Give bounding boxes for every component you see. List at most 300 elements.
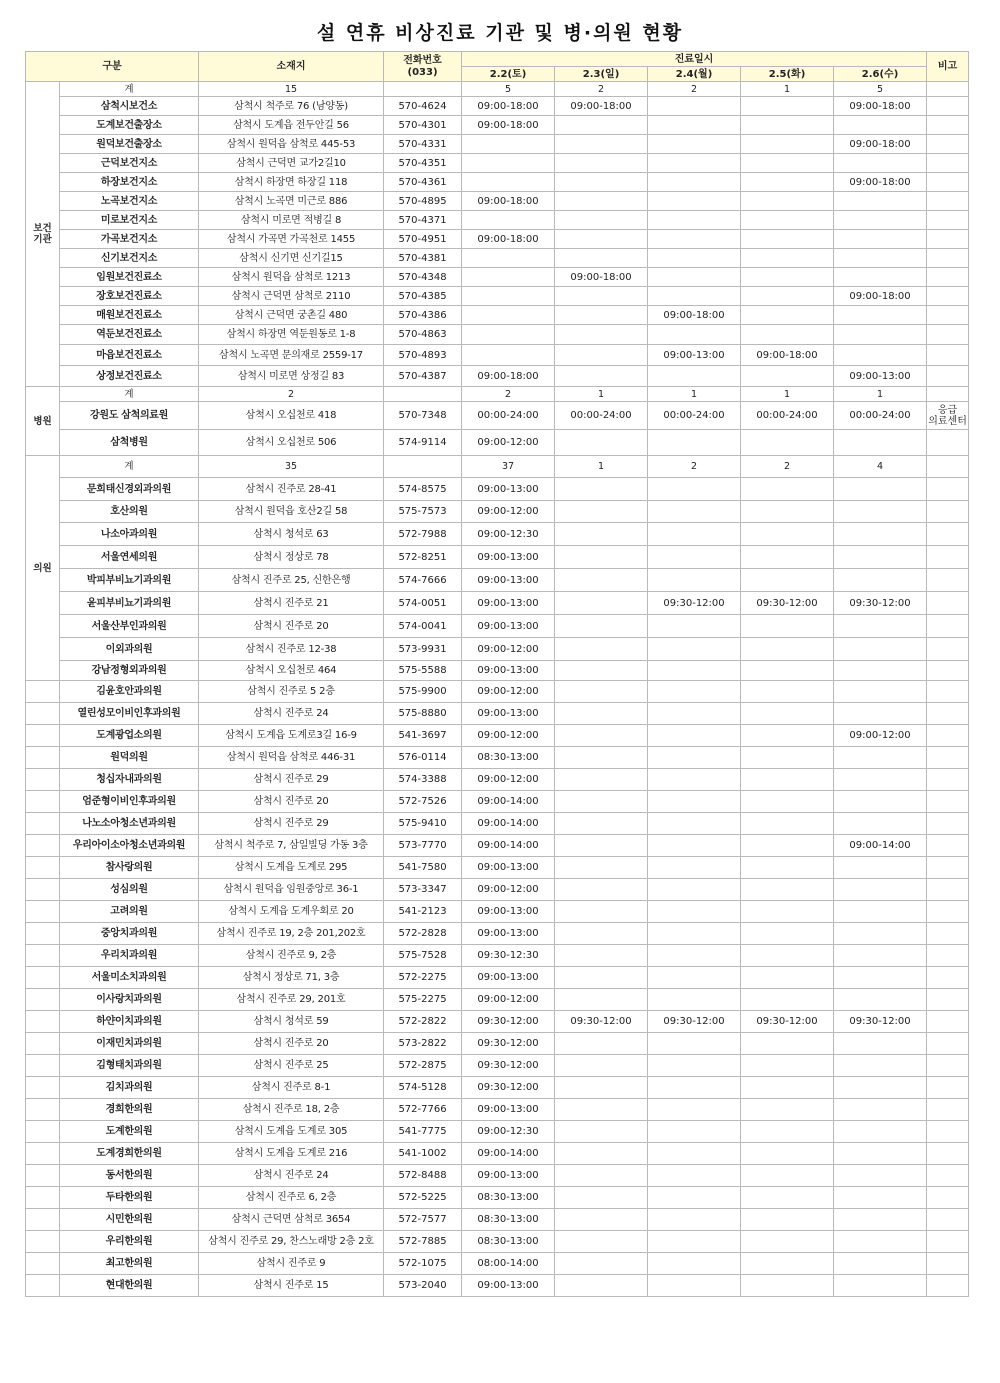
hours-cell: [555, 1231, 648, 1253]
facility-name: 호산의원: [60, 501, 199, 523]
hours-cell: [555, 501, 648, 523]
hours-cell: [741, 747, 834, 769]
note-cell: [927, 1231, 969, 1253]
table-row: [26, 1209, 969, 1231]
table-row: [26, 192, 969, 211]
hours-cell: [462, 135, 555, 154]
facility-phone: 541-2123: [384, 901, 462, 923]
hours-cell: 09:00-12:00: [462, 769, 555, 791]
category-empty: [26, 703, 60, 725]
summary-day-count: 1: [741, 387, 834, 402]
hours-cell: [741, 638, 834, 661]
note-cell: [927, 1055, 969, 1077]
hours-cell: [834, 1165, 927, 1187]
facility-phone: 541-3697: [384, 725, 462, 747]
category-empty: [26, 1209, 60, 1231]
hours-cell: [648, 154, 741, 173]
facility-phone: 576-0114: [384, 747, 462, 769]
hours-cell: 09:30-12:00: [741, 592, 834, 615]
hours-cell: [462, 154, 555, 173]
category-empty: [26, 725, 60, 747]
hours-cell: 09:30-12:00: [648, 592, 741, 615]
note-cell: [927, 1077, 969, 1099]
facility-phone: 572-7885: [384, 1231, 462, 1253]
hours-cell: [648, 1231, 741, 1253]
hours-cell: [555, 430, 648, 456]
table-row: [26, 901, 969, 923]
hours-cell: [555, 592, 648, 615]
emergency-clinic-table: [25, 51, 969, 1297]
note-cell: [927, 211, 969, 230]
facility-name: 매원보건진료소: [60, 306, 199, 325]
hours-cell: 09:00-13:00: [462, 661, 555, 681]
note-line: 의료센터: [928, 415, 967, 427]
header-phone-code: (033): [407, 66, 438, 78]
hours-cell: [741, 791, 834, 813]
table-body: [26, 82, 969, 1297]
hours-cell: [834, 923, 927, 945]
hours-cell: [834, 1187, 927, 1209]
hours-cell: [555, 1143, 648, 1165]
table-row: [26, 1275, 969, 1297]
hours-cell: [555, 681, 648, 703]
table-row: [26, 268, 969, 287]
table-row: [26, 638, 969, 661]
hours-cell: [555, 1253, 648, 1275]
hours-cell: 09:00-18:00: [555, 268, 648, 287]
hours-cell: [555, 989, 648, 1011]
note-cell: [927, 97, 969, 116]
category-empty: [26, 813, 60, 835]
hours-cell: [648, 97, 741, 116]
hours-cell: [648, 1209, 741, 1231]
facility-phone: 570-4301: [384, 116, 462, 135]
facility-name: 임원보건진료소: [60, 268, 199, 287]
table-row: [26, 430, 969, 456]
hours-cell: [555, 725, 648, 747]
facility-name: 상정보건진료소: [60, 366, 199, 387]
category-label: 의원: [26, 456, 60, 681]
facility-address: 삼척시 진주로 28-41: [199, 478, 384, 501]
summary-day-count: 5: [462, 82, 555, 97]
note-cell: [927, 1033, 969, 1055]
hours-cell: [648, 478, 741, 501]
note-cell: [927, 154, 969, 173]
hours-cell: [834, 879, 927, 901]
facility-phone: 575-9410: [384, 813, 462, 835]
facility-name: 마읍보건진료소: [60, 345, 199, 366]
hours-cell: 09:30-12:00: [462, 1055, 555, 1077]
hours-cell: [648, 791, 741, 813]
facility-address: 삼척시 원덕읍 삼척로 446-31: [199, 747, 384, 769]
hours-cell: [555, 747, 648, 769]
note-cell: [927, 1165, 969, 1187]
summary-label: 계: [60, 456, 199, 478]
hours-cell: [834, 989, 927, 1011]
facility-address: 삼척시 진주로 29: [199, 769, 384, 791]
hours-cell: 09:00-14:00: [462, 1143, 555, 1165]
table-row: [26, 592, 969, 615]
facility-address: 삼척시 근덕면 삼척로 2110: [199, 287, 384, 306]
hours-cell: [555, 211, 648, 230]
hours-cell: [741, 1187, 834, 1209]
summary-day-count: 1: [648, 387, 741, 402]
table-row: [26, 1033, 969, 1055]
hours-cell: [648, 501, 741, 523]
hours-cell: [648, 1275, 741, 1297]
summary-day-count: 5: [834, 82, 927, 97]
summary-label: 계: [60, 82, 199, 97]
hours-cell: [834, 1209, 927, 1231]
table-row: [26, 1121, 969, 1143]
hours-cell: 09:00-13:00: [462, 967, 555, 989]
hours-cell: [648, 116, 741, 135]
hours-cell: [555, 1275, 648, 1297]
hours-cell: [555, 1187, 648, 1209]
facility-address: 삼척시 미로면 상정길 83: [199, 366, 384, 387]
facility-phone: 572-7577: [384, 1209, 462, 1231]
summary-day-count: 2: [462, 387, 555, 402]
table-row: [26, 135, 969, 154]
summary-phone-empty: [384, 456, 462, 478]
hours-cell: [555, 192, 648, 211]
hours-cell: 09:00-13:00: [462, 857, 555, 879]
facility-phone: 575-9900: [384, 681, 462, 703]
facility-address: 삼척시 하장면 역둔원동로 1-8: [199, 325, 384, 345]
hours-cell: [741, 835, 834, 857]
hours-cell: [834, 211, 927, 230]
hours-cell: 09:00-13:00: [462, 592, 555, 615]
hours-cell: [741, 325, 834, 345]
hours-cell: [834, 546, 927, 569]
table-row: [26, 249, 969, 268]
hours-cell: [648, 325, 741, 345]
facility-address: 삼척시 원덕읍 임원중앙로 36-1: [199, 879, 384, 901]
hours-cell: [741, 1165, 834, 1187]
facility-name: 이외과의원: [60, 638, 199, 661]
category-empty: [26, 1033, 60, 1055]
facility-address: 삼척시 척주로 7, 삼일빌딩 가동 3층: [199, 835, 384, 857]
facility-name: 삼척병원: [60, 430, 199, 456]
hours-cell: [555, 1033, 648, 1055]
hours-cell: [834, 306, 927, 325]
hours-cell: [555, 1077, 648, 1099]
hours-cell: [834, 769, 927, 791]
summary-day-count: 2: [648, 82, 741, 97]
hours-cell: [834, 857, 927, 879]
hours-cell: [648, 135, 741, 154]
facility-name: 도계한의원: [60, 1121, 199, 1143]
note-cell: [927, 1011, 969, 1033]
header-phone-label: 전화번호: [403, 54, 442, 66]
note-cell: [927, 592, 969, 615]
facility-phone: 572-7526: [384, 791, 462, 813]
hours-cell: [648, 747, 741, 769]
hours-cell: [834, 569, 927, 592]
note-cell: [927, 249, 969, 268]
hours-cell: [462, 173, 555, 192]
hours-cell: 09:00-14:00: [834, 835, 927, 857]
facility-address: 삼척시 도계읍 도계로 295: [199, 857, 384, 879]
hours-cell: [555, 154, 648, 173]
facility-name: 동서한의원: [60, 1165, 199, 1187]
table-row: [26, 703, 969, 725]
facility-name: 미로보건지소: [60, 211, 199, 230]
facility-name: 장호보건진료소: [60, 287, 199, 306]
facility-address: 삼척시 진주로 19, 2층 201,202호: [199, 923, 384, 945]
hours-cell: [834, 268, 927, 287]
facility-phone: 573-7770: [384, 835, 462, 857]
hours-cell: [834, 1033, 927, 1055]
hours-cell: [741, 135, 834, 154]
facility-name: 김형태치과의원: [60, 1055, 199, 1077]
hours-cell: [834, 154, 927, 173]
hours-cell: [741, 945, 834, 967]
facility-phone: 570-4331: [384, 135, 462, 154]
facility-phone: 570-4951: [384, 230, 462, 249]
facility-name: 근덕보건지소: [60, 154, 199, 173]
facility-address: 삼척시 원덕읍 호산2길 58: [199, 501, 384, 523]
facility-phone: 572-2275: [384, 967, 462, 989]
hours-cell: 09:00-14:00: [462, 813, 555, 835]
facility-name: 하장보건지소: [60, 173, 199, 192]
hours-cell: 09:00-12:00: [462, 501, 555, 523]
facility-phone: 575-7528: [384, 945, 462, 967]
hours-cell: [741, 546, 834, 569]
note-cell: [927, 813, 969, 835]
hours-cell: [834, 1077, 927, 1099]
category-empty: [26, 879, 60, 901]
facility-address: 삼척시 청석로 63: [199, 523, 384, 546]
facility-phone: 574-5128: [384, 1077, 462, 1099]
category-empty: [26, 901, 60, 923]
facility-address: 삼척시 근덕면 교가2길10: [199, 154, 384, 173]
hours-cell: [834, 325, 927, 345]
hours-cell: [555, 523, 648, 546]
facility-name: 원덕의원: [60, 747, 199, 769]
table-row: [26, 1231, 969, 1253]
facility-address: 삼척시 도계읍 전두안길 56: [199, 116, 384, 135]
facility-name: 윤피부비뇨기과의원: [60, 592, 199, 615]
hours-cell: [648, 901, 741, 923]
table-row: [26, 615, 969, 638]
table-row: [26, 1187, 969, 1209]
note-cell: [927, 1209, 969, 1231]
category-empty: [26, 1231, 60, 1253]
table-row: [26, 835, 969, 857]
header-date-holiday: 2.5(화): [741, 67, 834, 82]
hours-cell: [741, 249, 834, 268]
hours-cell: [648, 366, 741, 387]
category-empty: [26, 1055, 60, 1077]
hours-cell: [555, 325, 648, 345]
table-row: [26, 923, 969, 945]
note-cell: [927, 116, 969, 135]
hours-cell: 09:00-18:00: [834, 173, 927, 192]
hours-cell: 09:00-18:00: [462, 192, 555, 211]
facility-phone: 572-2822: [384, 1011, 462, 1033]
table-row: [26, 325, 969, 345]
facility-name: 고려의원: [60, 901, 199, 923]
facility-address: 삼척시 진주로 18, 2층: [199, 1099, 384, 1121]
hours-cell: [555, 857, 648, 879]
table-row: [26, 478, 969, 501]
facility-name: 최고한의원: [60, 1253, 199, 1275]
category-empty: [26, 945, 60, 967]
hours-cell: [648, 546, 741, 569]
hours-cell: [741, 879, 834, 901]
hours-cell: [555, 1121, 648, 1143]
hours-cell: [555, 835, 648, 857]
table-row: [26, 306, 969, 325]
facility-address: 삼척시 오십천로 506: [199, 430, 384, 456]
hours-cell: 00:00-24:00: [648, 402, 741, 430]
table-row: [26, 211, 969, 230]
note-cell: [927, 835, 969, 857]
hours-cell: 09:00-18:00: [834, 135, 927, 154]
hours-cell: [741, 523, 834, 546]
hours-cell: [555, 945, 648, 967]
hours-cell: [741, 173, 834, 192]
hours-cell: [741, 287, 834, 306]
header-date: 2.2(토): [462, 67, 555, 82]
hours-cell: [648, 923, 741, 945]
header-date: 2.4(월): [648, 67, 741, 82]
hours-cell: [648, 857, 741, 879]
hours-cell: [741, 989, 834, 1011]
hours-cell: [741, 703, 834, 725]
facility-phone: 575-8880: [384, 703, 462, 725]
hours-cell: [555, 638, 648, 661]
header-schedule: 진료일시: [462, 52, 927, 67]
hours-cell: 00:00-24:00: [834, 402, 927, 430]
hours-cell: [648, 615, 741, 638]
summary-phone-empty: [384, 82, 462, 97]
hours-cell: [648, 523, 741, 546]
facility-phone: 541-7580: [384, 857, 462, 879]
table-row: [26, 967, 969, 989]
note-cell: [927, 546, 969, 569]
note-cell: [927, 1099, 969, 1121]
hours-cell: [648, 967, 741, 989]
hours-cell: [555, 769, 648, 791]
note-cell: [927, 681, 969, 703]
hours-cell: [648, 813, 741, 835]
facility-phone: 574-3388: [384, 769, 462, 791]
hours-cell: 09:00-13:00: [462, 703, 555, 725]
category-empty: [26, 1121, 60, 1143]
header-address: 소재지: [199, 52, 384, 82]
summary-day-count: 1: [555, 456, 648, 478]
facility-phone: 572-2828: [384, 923, 462, 945]
note-cell: [927, 638, 969, 661]
hours-cell: [648, 249, 741, 268]
table-row: [26, 366, 969, 387]
facility-phone: 574-9114: [384, 430, 462, 456]
facility-phone: 573-2040: [384, 1275, 462, 1297]
category-empty: [26, 747, 60, 769]
hours-cell: [741, 923, 834, 945]
facility-address: 삼척시 도계읍 도계로 216: [199, 1143, 384, 1165]
facility-address: 삼척시 신기면 신기길15: [199, 249, 384, 268]
facility-phone: 573-3347: [384, 879, 462, 901]
facility-phone: 570-7348: [384, 402, 462, 430]
category-empty: [26, 1077, 60, 1099]
facility-phone: 572-7766: [384, 1099, 462, 1121]
hours-cell: 09:30-12:00: [834, 1011, 927, 1033]
hours-cell: [648, 268, 741, 287]
hours-cell: [741, 211, 834, 230]
table-row: [26, 1099, 969, 1121]
hours-cell: [741, 1275, 834, 1297]
hours-cell: [741, 615, 834, 638]
table-row: [26, 1165, 969, 1187]
hours-cell: [555, 306, 648, 325]
hours-cell: [648, 173, 741, 192]
hours-cell: [834, 747, 927, 769]
hours-cell: [555, 345, 648, 366]
hours-cell: [648, 1143, 741, 1165]
facility-phone: 572-5225: [384, 1187, 462, 1209]
hours-cell: [555, 287, 648, 306]
hours-cell: 09:00-12:00: [462, 725, 555, 747]
category-empty: [26, 791, 60, 813]
summary-day-count: 2: [555, 82, 648, 97]
hours-cell: 09:00-18:00: [648, 306, 741, 325]
note-cell: [927, 192, 969, 211]
facility-name: 엄준형이비인후과의원: [60, 791, 199, 813]
hours-cell: 09:00-12:30: [462, 1121, 555, 1143]
hours-cell: [834, 1253, 927, 1275]
hours-cell: 09:00-12:00: [462, 989, 555, 1011]
hours-cell: [741, 230, 834, 249]
hours-cell: 09:00-12:00: [462, 681, 555, 703]
note-cell: [927, 325, 969, 345]
hours-cell: 09:00-13:00: [462, 923, 555, 945]
facility-name: 원덕보건출장소: [60, 135, 199, 154]
facility-address: 삼척시 진주로 20: [199, 791, 384, 813]
facility-name: 김치과의원: [60, 1077, 199, 1099]
table-row: [26, 989, 969, 1011]
hours-cell: 09:00-13:00: [648, 345, 741, 366]
facility-address: 삼척시 정상로 71, 3층: [199, 967, 384, 989]
hours-cell: [555, 230, 648, 249]
hours-cell: [648, 1187, 741, 1209]
note-cell: [927, 1253, 969, 1275]
facility-phone: 574-0051: [384, 592, 462, 615]
hours-cell: [741, 268, 834, 287]
category-empty: [26, 769, 60, 791]
note-cell: [927, 1121, 969, 1143]
note-cell: [927, 945, 969, 967]
facility-name: 열린성모이비인후과의원: [60, 703, 199, 725]
hours-cell: [648, 1121, 741, 1143]
table-row: [26, 402, 969, 430]
summary-day-count: 1: [834, 387, 927, 402]
category-label: 병원: [26, 387, 60, 456]
hours-cell: [741, 116, 834, 135]
hours-cell: 09:30-12:00: [648, 1011, 741, 1033]
category-empty: [26, 1275, 60, 1297]
facility-name: 우리한의원: [60, 1231, 199, 1253]
hours-cell: [834, 1121, 927, 1143]
note-cell: [927, 1275, 969, 1297]
note-cell: [927, 230, 969, 249]
facility-phone: 570-4895: [384, 192, 462, 211]
facility-address: 삼척시 진주로 5 2층: [199, 681, 384, 703]
facility-address: 삼척시 도계읍 도계로 305: [199, 1121, 384, 1143]
facility-name: 도계보건출장소: [60, 116, 199, 135]
